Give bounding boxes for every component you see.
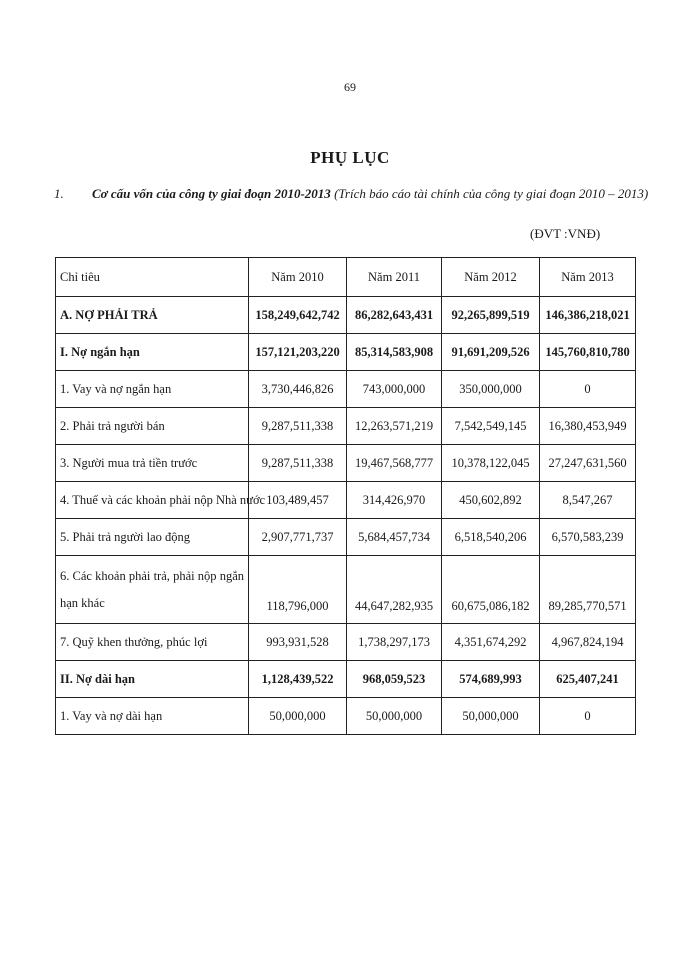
value-cell: 968,059,523 bbox=[347, 661, 442, 698]
row-label: 3. Người mua trả tiền trước bbox=[56, 445, 249, 482]
row-label: 1. Vay và nợ dài hạn bbox=[56, 698, 249, 735]
value-cell: 314,426,970 bbox=[347, 482, 442, 519]
row-label: II. Nợ dài hạn bbox=[56, 661, 249, 698]
table-row bbox=[56, 334, 636, 371]
table-row bbox=[56, 624, 636, 661]
section-title-line bbox=[54, 186, 674, 202]
value-cell: 0 bbox=[540, 371, 636, 408]
table-row bbox=[56, 556, 636, 624]
value-cell: 50,000,000 bbox=[249, 698, 347, 735]
value-cell: 0 bbox=[540, 698, 636, 735]
table-row bbox=[56, 698, 636, 735]
section-title: Cơ cấu vốn của công ty giai đoạn 2010-2013 bbox=[92, 186, 331, 201]
row-label: 7. Quỹ khen thưởng, phúc lợi bbox=[56, 624, 249, 661]
unit-label: (ĐVT :VNĐ) bbox=[530, 226, 601, 241]
value-cell: 1,738,297,173 bbox=[347, 624, 442, 661]
value-cell: 743,000,000 bbox=[347, 371, 442, 408]
value-cell: 2,907,771,737 bbox=[249, 519, 347, 556]
value-cell: 89,285,770,571 bbox=[540, 556, 636, 624]
value-cell: 158,249,642,742 bbox=[249, 297, 347, 334]
value-cell: 60,675,086,182 bbox=[442, 556, 540, 624]
value-cell: 50,000,000 bbox=[442, 698, 540, 735]
value-cell: 9,287,511,338 bbox=[249, 408, 347, 445]
value-cell: 103,489,457 bbox=[249, 482, 347, 519]
value-cell: 27,247,631,560 bbox=[540, 445, 636, 482]
value-cell: 9,287,511,338 bbox=[249, 445, 347, 482]
table-row bbox=[56, 445, 636, 482]
table-row bbox=[56, 371, 636, 408]
liabilities-table bbox=[55, 257, 636, 735]
page-number: 69 bbox=[344, 80, 356, 94]
value-cell: 350,000,000 bbox=[442, 371, 540, 408]
value-cell: 146,386,218,021 bbox=[540, 297, 636, 334]
table-header-row bbox=[56, 258, 636, 297]
value-cell: 6,570,583,239 bbox=[540, 519, 636, 556]
value-cell: 625,407,241 bbox=[540, 661, 636, 698]
value-cell: 50,000,000 bbox=[347, 698, 442, 735]
table-row bbox=[56, 408, 636, 445]
value-cell: 993,931,528 bbox=[249, 624, 347, 661]
value-cell: 12,263,571,219 bbox=[347, 408, 442, 445]
header-year-2012: Năm 2012 bbox=[442, 258, 540, 297]
table-row bbox=[56, 482, 636, 519]
value-cell: 574,689,993 bbox=[442, 661, 540, 698]
row-label: 6. Các khoản phải trả, phải nộp ngắn hạn khác bbox=[56, 556, 249, 624]
value-cell: 44,647,282,935 bbox=[347, 556, 442, 624]
header-year-2013: Năm 2013 bbox=[540, 258, 636, 297]
header-year-2010: Năm 2010 bbox=[249, 258, 347, 297]
section-number: 1. bbox=[54, 186, 64, 201]
value-cell: 92,265,899,519 bbox=[442, 297, 540, 334]
value-cell: 85,314,583,908 bbox=[347, 334, 442, 371]
value-cell: 118,796,000 bbox=[249, 556, 347, 624]
table-row bbox=[56, 519, 636, 556]
value-cell: 157,121,203,220 bbox=[249, 334, 347, 371]
value-cell: 91,691,209,526 bbox=[442, 334, 540, 371]
value-cell: 4,351,674,292 bbox=[442, 624, 540, 661]
value-cell: 4,967,824,194 bbox=[540, 624, 636, 661]
value-cell: 19,467,568,777 bbox=[347, 445, 442, 482]
header-indicator: Chỉ tiêu bbox=[56, 258, 249, 297]
value-cell: 1,128,439,522 bbox=[249, 661, 347, 698]
table-row bbox=[56, 661, 636, 698]
value-cell: 8,547,267 bbox=[540, 482, 636, 519]
row-label: A. NỢ PHẢI TRẢ bbox=[56, 297, 249, 334]
value-cell: 145,760,810,780 bbox=[540, 334, 636, 371]
value-cell: 16,380,453,949 bbox=[540, 408, 636, 445]
value-cell: 450,602,892 bbox=[442, 482, 540, 519]
row-label: 1. Vay và nợ ngắn hạn bbox=[56, 371, 249, 408]
value-cell: 10,378,122,045 bbox=[442, 445, 540, 482]
row-label: 4. Thuế và các khoản phải nộp Nhà nước bbox=[56, 482, 249, 519]
row-label: 2. Phải trả người bán bbox=[56, 408, 249, 445]
value-cell: 6,518,540,206 bbox=[442, 519, 540, 556]
value-cell: 86,282,643,431 bbox=[347, 297, 442, 334]
value-cell: 3,730,446,826 bbox=[249, 371, 347, 408]
row-label: 5. Phải trả người lao động bbox=[56, 519, 249, 556]
value-cell: 7,542,549,145 bbox=[442, 408, 540, 445]
section-source: (Trích báo cáo tài chính của công ty giai đoạn 2010 – 2013) bbox=[334, 186, 649, 201]
header-year-2011: Năm 2011 bbox=[347, 258, 442, 297]
value-cell: 5,684,457,734 bbox=[347, 519, 442, 556]
appendix-heading: PHỤ LỤC bbox=[310, 148, 390, 167]
table-row bbox=[56, 297, 636, 334]
row-label: I. Nợ ngắn hạn bbox=[56, 334, 249, 371]
